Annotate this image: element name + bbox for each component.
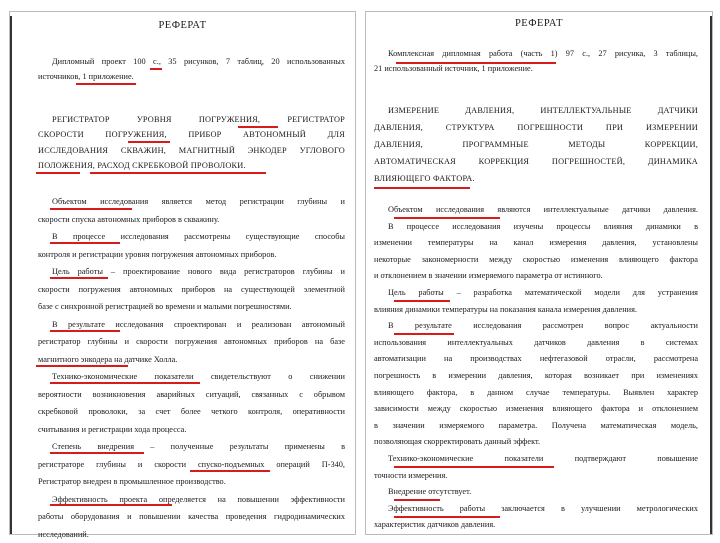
text-line: Объектом исследования являются интеллектуальные датчики давления. bbox=[374, 202, 698, 219]
text-line: регистраторе глубины и скорости спуско-подъемных операций П-340, bbox=[38, 456, 345, 474]
text-line: исследований. bbox=[38, 526, 345, 543]
text-line: ИЗМЕРЕНИЕ ДАВЛЕНИЯ, ИНТЕЛЛЕКТУАЛЬНЫЕ ДАТЧИКИ bbox=[374, 102, 698, 119]
text-line: ИССЛЕДОВАНИЯ СКВАЖИН, МАГНИТНЫЙ ЭНКОДЕР УГЛОВОГО bbox=[38, 143, 345, 158]
text-line: магнитного энкодера на датчике Холла. bbox=[38, 351, 345, 369]
red-underline bbox=[50, 382, 200, 384]
red-underline bbox=[394, 333, 454, 335]
text-line: В результате исследования спроектирован и реализован автономный bbox=[38, 316, 345, 334]
text-line: базе с синхронной регистрацией во времени и малыми погрешностями. bbox=[38, 298, 345, 316]
keywords-paragraph bbox=[38, 112, 345, 174]
red-underline bbox=[90, 172, 266, 174]
text-line: и отклонением в значении измеряемого параметра от истинного. bbox=[374, 268, 698, 285]
text-line: Технико-экономические показатели подтверждают повышение bbox=[374, 451, 698, 468]
text-line: РЕГИСТРАТОР УРОВНЯ ПОГРУЖЕНИЯ, РЕГИСТРАТОР bbox=[38, 112, 345, 127]
text-line: скребковой проволоки, за счет более четкого контроля, оперативности bbox=[38, 403, 345, 421]
text-line: Регистратор внедрен в промышленное производство. bbox=[38, 473, 345, 491]
red-underline bbox=[394, 217, 500, 219]
body-text bbox=[38, 193, 345, 543]
red-underline bbox=[374, 187, 470, 189]
text-line: вероятности возникновения аварийных ситуаций, связанных с обрывом bbox=[38, 386, 345, 404]
text-line: погрешность в измерении давления, которая возникает при изменениях bbox=[374, 368, 698, 385]
red-underline bbox=[50, 452, 144, 454]
text-line: Цель работы – проектирование нового вида регистраторов глубины и bbox=[38, 263, 345, 281]
text-line: скорости спуска автономных приборов в скважину. bbox=[38, 211, 345, 229]
page-title: РЕФЕРАТ bbox=[10, 20, 355, 31]
text-line: позволяющая скорректировать данный эффект. bbox=[374, 434, 698, 451]
text-line: контроля и регистрации уровня погружения автономных приборов. bbox=[38, 246, 345, 264]
red-underline bbox=[394, 300, 450, 302]
red-underline bbox=[394, 499, 440, 501]
text-line: источников, 1 приложение. bbox=[38, 69, 345, 84]
summary-paragraph bbox=[38, 54, 345, 85]
text-line: В результате исследования рассмотрен вопрос актуальности bbox=[374, 318, 698, 335]
text-line: В процессе исследования рассмотрены существующие способы bbox=[38, 228, 345, 246]
red-underline bbox=[76, 83, 136, 85]
red-underline bbox=[50, 330, 120, 332]
text-line: изменении температуры на канал измерения давления, установлены bbox=[374, 235, 698, 252]
body-text bbox=[374, 202, 698, 534]
text-line: ДАВЛЕНИЯ, СТРУКТУРА ПОГРЕШНОСТИ ПРИ ИЗМЕРЕНИИ bbox=[374, 119, 698, 136]
text-line: регистратор глубины и скорости погружения автономных приборов на базе bbox=[38, 333, 345, 351]
text-line: в значении измеряемого параметра. Получена математическая модель, bbox=[374, 418, 698, 435]
red-underline bbox=[36, 365, 128, 367]
text-line: Внедрение отсутствует. bbox=[374, 484, 698, 501]
text-line: использования интеллектуальных датчиков давления в системах bbox=[374, 335, 698, 352]
text-line: ДАВЛЕНИЯ, ПРОГРАММНЫЕ МЕТОДЫ КОРРЕКЦИИ, bbox=[374, 136, 698, 153]
text-line: АВТОМАТИЧЕСКАЯ КОРРЕКЦИЯ ПОГРЕШНОСТЕЙ, ДИНАМИКА bbox=[374, 153, 698, 170]
red-underline bbox=[50, 504, 172, 506]
red-underline bbox=[50, 208, 132, 210]
text-line: автоматизации на производствах нефтегазовой отрасли, рассмотрена bbox=[374, 351, 698, 368]
red-underline bbox=[516, 62, 544, 64]
red-underline bbox=[50, 277, 108, 279]
page-title: РЕФЕРАТ bbox=[366, 18, 712, 29]
text-line: некоторые закономерности между скоростью изменения влияющего фактора bbox=[374, 252, 698, 269]
text-line: Комплексная дипломная работа (часть 1) 97 с., 27 рисунка, 3 таблицы, bbox=[374, 46, 698, 61]
text-line: считывания и регистрации хода процесса. bbox=[38, 421, 345, 439]
text-line: зависимости между скоростью изменения влияющего фактора и отклонением bbox=[374, 401, 698, 418]
text-line: точности измерения. bbox=[374, 468, 698, 485]
text-line: 21 использованный источник, 1 приложение. bbox=[374, 61, 698, 76]
text-line: Эффективность работы заключается в улучшении метрологических bbox=[374, 501, 698, 518]
text-line: Цель работы – разработка математической модели для устранения bbox=[374, 285, 698, 302]
abstract-page-right bbox=[366, 12, 712, 534]
text-line: Объектом исследования является метод регистрации глубины и bbox=[38, 193, 345, 211]
text-line: скорости погружения автономных приборов на существующей элементной bbox=[38, 281, 345, 299]
red-underline bbox=[128, 141, 170, 143]
text-line: Дипломный проект 100 с., 35 рисунков, 7 таблиц, 20 использованных bbox=[38, 54, 345, 69]
text-line: В процессе исследования изучены процессы влияния динамики в bbox=[374, 219, 698, 236]
red-underline bbox=[36, 172, 80, 174]
red-underline bbox=[238, 126, 278, 128]
keywords-paragraph bbox=[374, 102, 698, 187]
text-line: характеристик датчиков давления. bbox=[374, 517, 698, 534]
text-line: Эффективность проекта определяется на повышении эффективности bbox=[38, 491, 345, 509]
text-line: работы оборудования и повышении качества проведения гидродинамических bbox=[38, 508, 345, 526]
text-line: Степень внедрения – полученные результаты применены в bbox=[38, 438, 345, 456]
text-line: ПОЛОЖЕНИЯ, РАСХОД СКРЕБКОВОЙ ПРОВОЛОКИ. bbox=[38, 158, 345, 173]
red-underline bbox=[394, 516, 500, 518]
text-line: влияния динамики температуры на показания канала измерения давления. bbox=[374, 302, 698, 319]
red-underline bbox=[150, 68, 162, 70]
text-line: СКОРОСТИ ПОГРУЖЕНИЯ, ПРИБОР АВТОНОМНЫЙ ДЛЯ bbox=[38, 127, 345, 142]
red-underline bbox=[50, 242, 120, 244]
red-underline bbox=[394, 466, 554, 468]
text-line: ВЛИЯЮЩЕГО ФАКТОРА. bbox=[374, 170, 698, 187]
text-line: Технико-экономические показатели свидетельствуют о снижении bbox=[38, 368, 345, 386]
text-line: влияющего фактора, в данном случае температуры. Выявлен характер bbox=[374, 385, 698, 402]
red-underline bbox=[190, 470, 270, 472]
abstract-page-left bbox=[10, 12, 355, 534]
